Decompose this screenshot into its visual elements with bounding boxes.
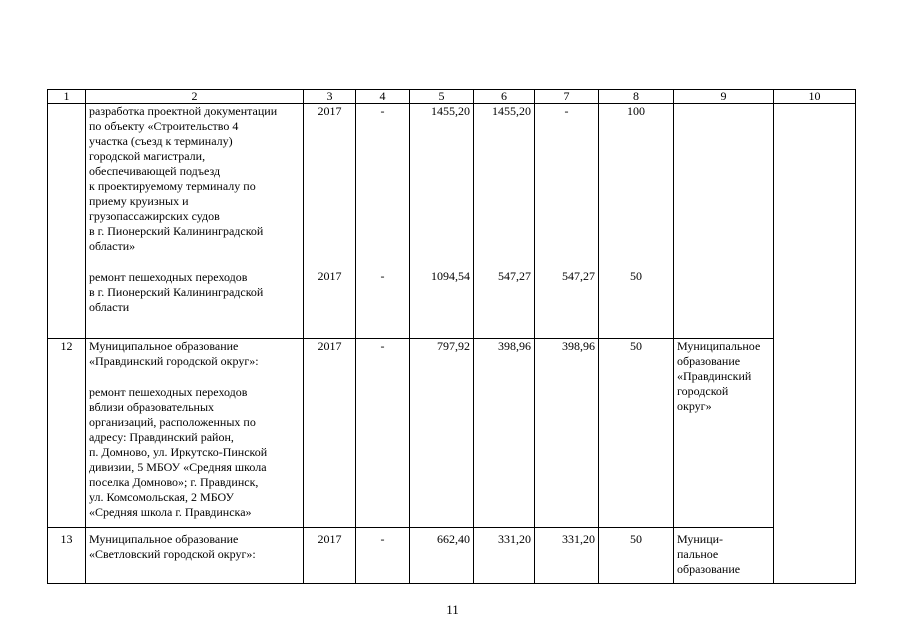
description-cell: разработка проектной документации по объекту «Строительство 4 участка (съезд к терминалу) городской магистрали, обеспечивающей подъезд к проектируемому терминалу по приему круизных и грузопассажирских судов в г. Пионерский Калининградской области» ремонт пешеходных переходов в г. Пионерский Калининградской области <box>86 104 304 339</box>
description-cell: Муниципальное образование «Светловский городской округ»: <box>86 528 304 584</box>
col9-cell: Муници- пальное образование <box>674 528 774 584</box>
col5-cell: 797,92 <box>410 339 474 528</box>
col6-cell: 331,20 <box>474 528 535 584</box>
col6-cell: 1455,20 547,27 <box>474 104 535 339</box>
col8-cell: 50 <box>599 339 674 528</box>
header-cell: 6 <box>474 90 535 104</box>
col8-cell: 50 <box>599 528 674 584</box>
col8-cell: 100 50 <box>599 104 674 339</box>
table-row <box>48 104 856 339</box>
row-number-cell: 12 <box>48 339 86 528</box>
table-row <box>48 528 856 584</box>
col9-cell <box>674 104 774 339</box>
row-number-cell <box>48 104 86 339</box>
page-number: 11 <box>446 602 459 617</box>
col7-cell: - 547,27 <box>535 104 599 339</box>
col5-cell: 662,40 <box>410 528 474 584</box>
header-cell: 1 <box>48 90 86 104</box>
col7-cell: 398,96 <box>535 339 599 528</box>
col10-cell <box>774 104 856 584</box>
header-cell: 7 <box>535 90 599 104</box>
col6-cell: 398,96 <box>474 339 535 528</box>
data-table <box>47 89 856 584</box>
header-cell: 2 <box>86 90 304 104</box>
col4-cell: - <box>356 339 410 528</box>
header-cell: 4 <box>356 90 410 104</box>
col9-cell: Муниципальное образование «Правдинский городской округ» <box>674 339 774 528</box>
table-header-row <box>48 90 856 104</box>
year-cell: 2017 <box>304 528 356 584</box>
header-cell: 9 <box>674 90 774 104</box>
col5-cell: 1455,20 1094,54 <box>410 104 474 339</box>
row-number-cell: 13 <box>48 528 86 584</box>
header-cell: 3 <box>304 90 356 104</box>
col4-cell: - - <box>356 104 410 339</box>
table-row <box>48 339 856 528</box>
col7-cell: 331,20 <box>535 528 599 584</box>
col4-cell: - <box>356 528 410 584</box>
header-cell: 8 <box>599 90 674 104</box>
year-cell: 2017 2017 <box>304 104 356 339</box>
description-cell: Муниципальное образование «Правдинский городской округ»: ремонт пешеходных переходов вблизи образовательных организаций, расположенных по адресу: Правдинский район, п. Домново, ул. Иркутско-Пинской дивизии, 5 МБОУ «Средняя школа поселка Домново»; г. Правдинск, ул. Комсомольская, 2 МБОУ «Средняя школа г. Правдинска» <box>86 339 304 528</box>
header-cell: 10 <box>774 90 856 104</box>
header-cell: 5 <box>410 90 474 104</box>
year-cell: 2017 <box>304 339 356 528</box>
